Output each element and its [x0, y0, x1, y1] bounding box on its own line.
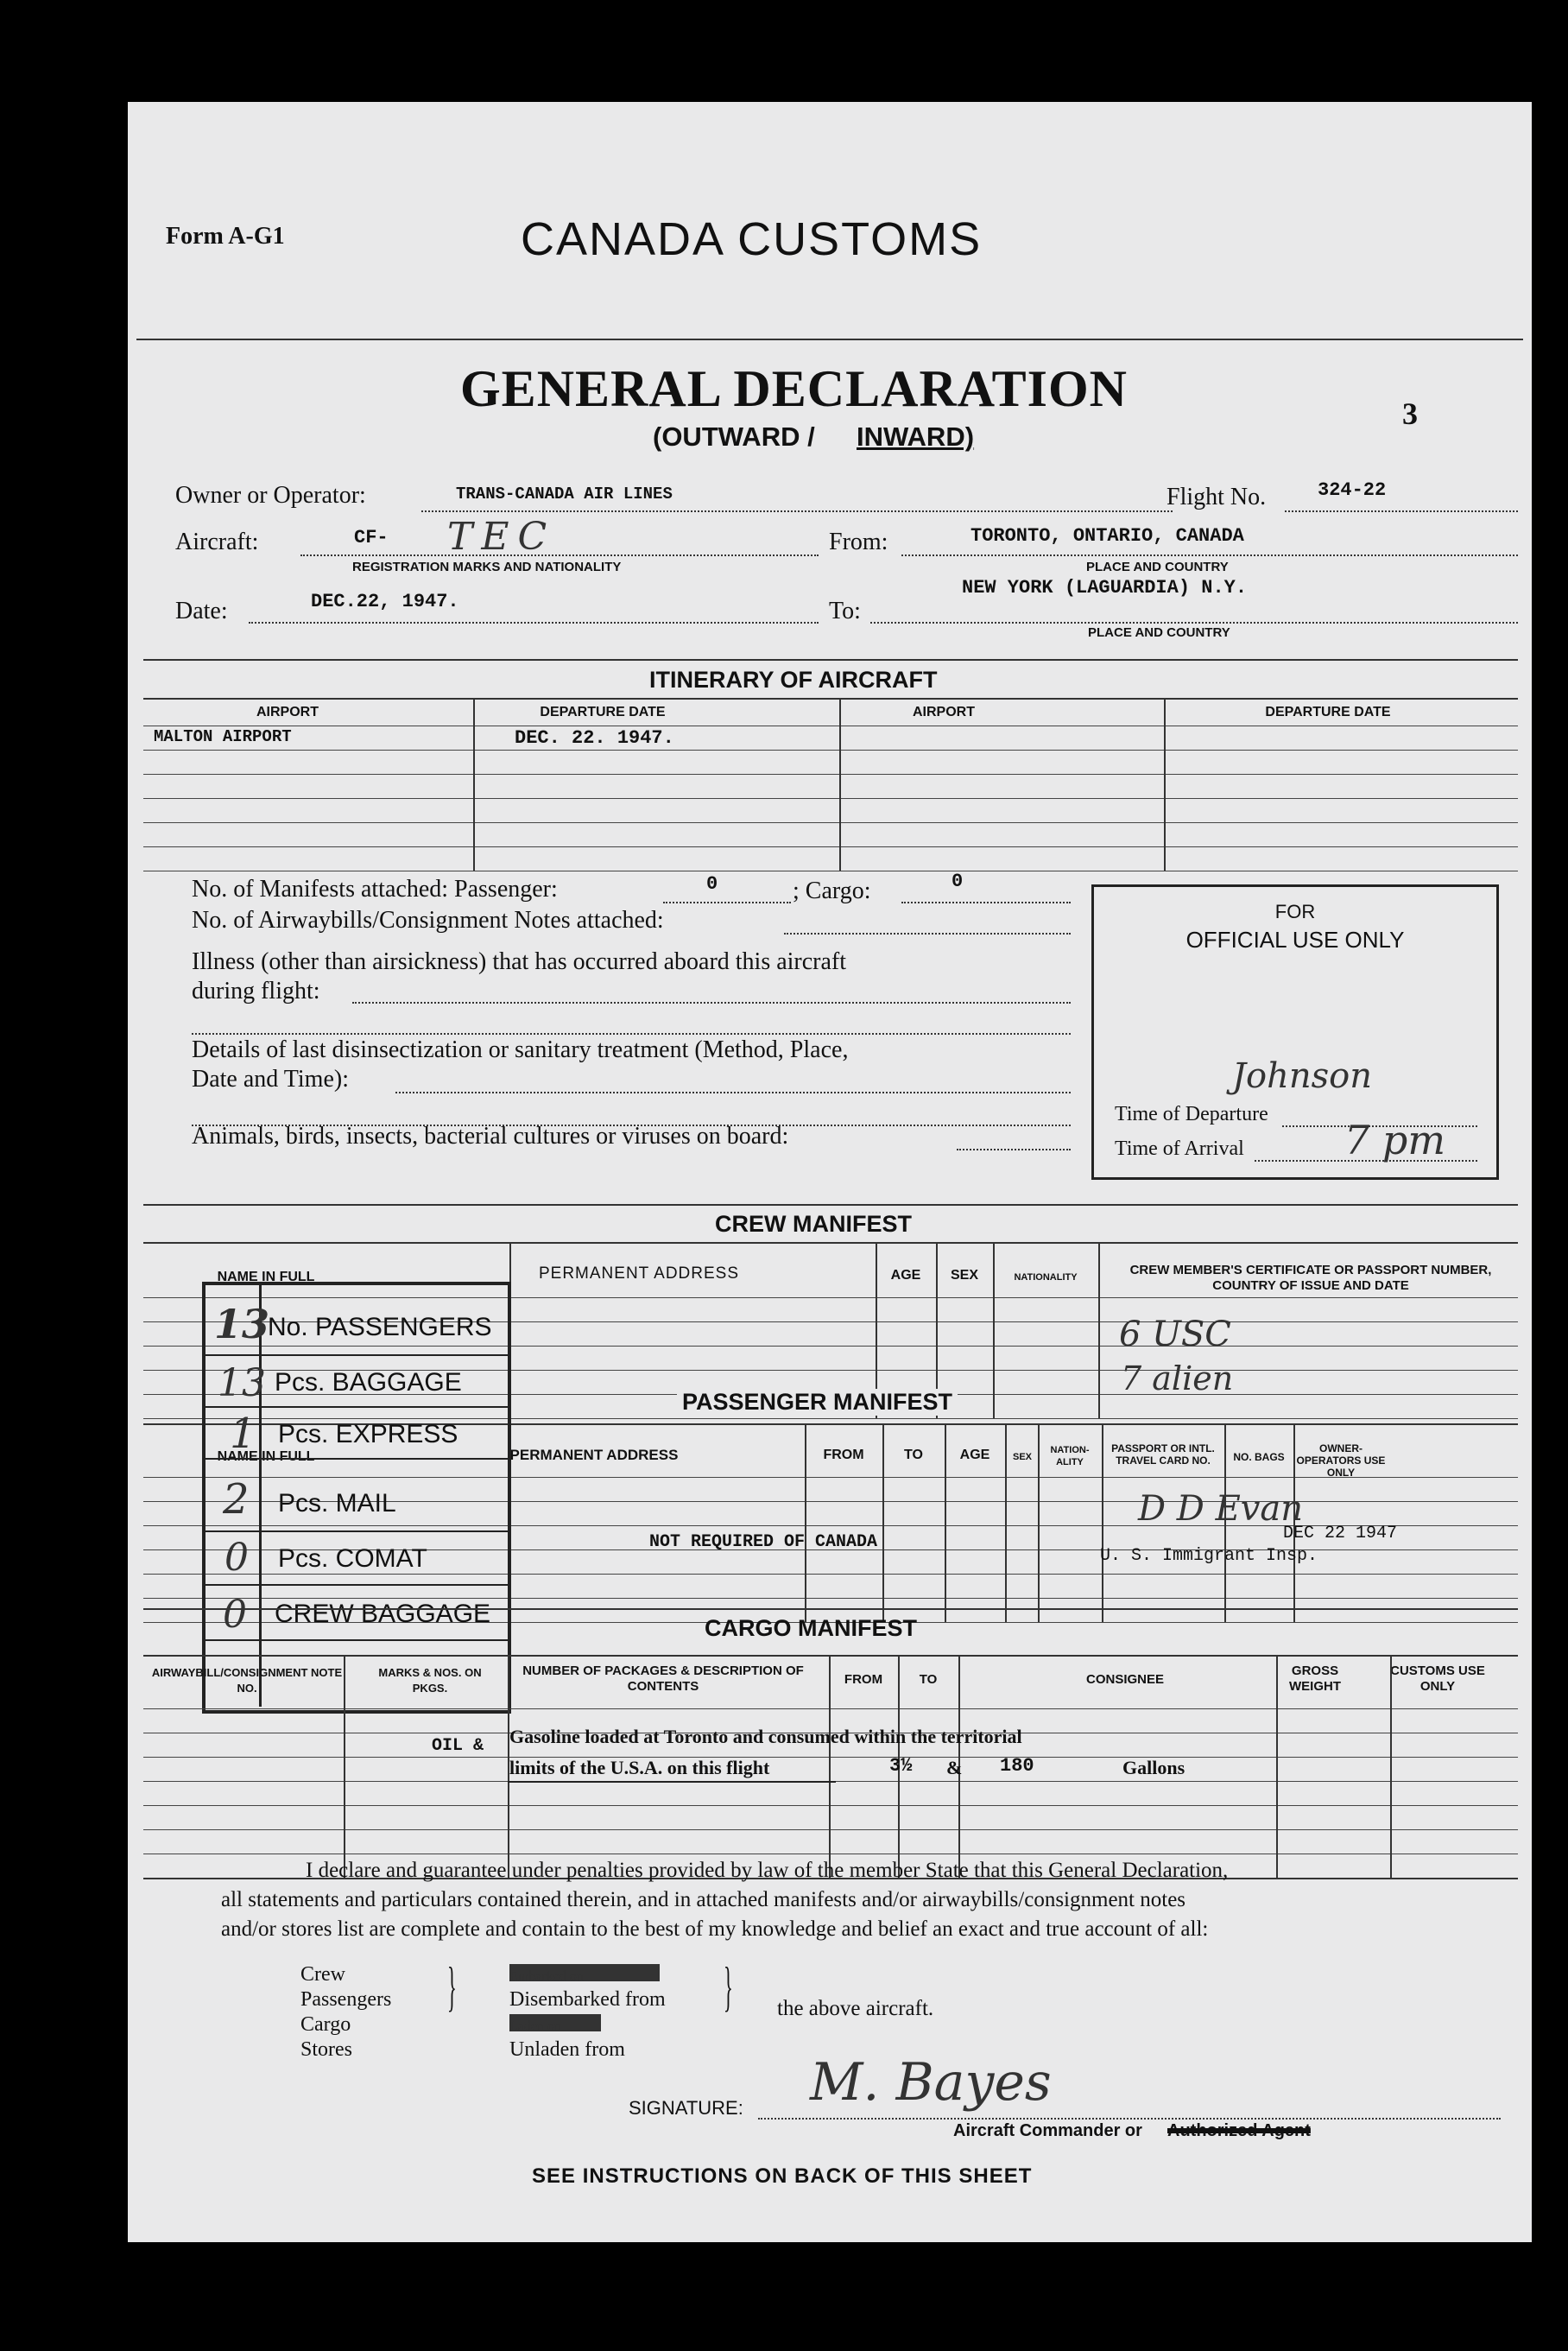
crew-col-name: NAME IN FULL: [217, 1270, 315, 1284]
flight-label: Flight No.: [1167, 484, 1267, 510]
immigration-signature: D D Evan: [1138, 1489, 1303, 1529]
direction-inward: INWARD): [857, 421, 975, 452]
decl-cargo: Cargo: [300, 2013, 351, 2036]
disinsect-label-2: Date and Time):: [192, 1066, 349, 1093]
date-value: DEC.22, 1947.: [311, 591, 459, 612]
decl-text-3: and/or stores list are complete and contain to the best of my knowledge and belief an exact and true account of all:: [221, 1917, 1209, 1941]
cargo-col-marks: MARKS & NOS. ON PKGS.: [378, 1666, 482, 1695]
itinerary-title: ITINERARY OF AIRCRAFT: [649, 667, 938, 693]
pax-col-passport: PASSPORT OR INTL. TRAVEL CARD NO.: [1111, 1442, 1215, 1467]
to-label: To:: [829, 598, 861, 624]
decl-embarked: Embarked on: [509, 1964, 660, 1981]
stamp-count-passengers: 13: [214, 1301, 270, 1347]
itin-col-airport-2: AIRPORT: [913, 705, 975, 719]
itin-col-date-1: DEPARTURE DATE: [540, 705, 666, 719]
cargo-gas-value: 180: [1000, 1755, 1034, 1777]
pax-col-sex: SEX: [1012, 1452, 1032, 1462]
crew-hand-1: 6 USC: [1119, 1315, 1231, 1354]
stamp-count-comat: 0: [224, 1536, 249, 1580]
stamp-count-crew-baggage: 0: [223, 1593, 247, 1637]
aircraft-prefix: CF-: [354, 527, 389, 548]
immigration-stamp-date: DEC 22 1947: [1283, 1524, 1398, 1543]
itin-col-airport-1: AIRPORT: [256, 705, 319, 719]
stamp-label-comat: Pcs. COMAT: [278, 1544, 427, 1573]
cargo-col-airwaybill: AIRWAYBILL/CONSIGNMENT NOTE NO.: [151, 1666, 343, 1695]
cargo-label: ; Cargo:: [793, 878, 871, 904]
place-caption-to: PLACE AND COUNTRY: [1088, 625, 1230, 640]
cargo-col-to: TO: [919, 1672, 938, 1687]
animals-label: Animals, birds, insects, bacterial cultures or viruses on board:: [192, 1123, 789, 1150]
cargo-count: 0: [952, 871, 964, 892]
cargo-line-2: limits of the U.S.A. on this flight: [509, 1757, 770, 1778]
pax-col-age: AGE: [959, 1448, 990, 1462]
stamp-count-express: 1: [230, 1410, 256, 1458]
decl-text-2: all statements and particulars contained therein, and in attached manifests and/or airwaybills/consignment notes: [221, 1888, 1186, 1911]
decl-left-list: [300, 1962, 391, 2063]
arrival-time-label: Time of Arrival: [1115, 1137, 1244, 1160]
immigration-stamp-agency: U. S. Immigrant Insp.: [1100, 1546, 1318, 1566]
pax-not-required: NOT REQUIRED OF CANADA: [649, 1532, 878, 1552]
decl-disembarked: Disembarked from: [509, 1988, 666, 2011]
agency-title: CANADA CUSTOMS: [521, 213, 983, 265]
place-caption-from: PLACE AND COUNTRY: [1086, 560, 1229, 574]
departure-time-label: Time of Departure: [1115, 1103, 1268, 1125]
decl-suffix: the above aircraft.: [777, 1997, 934, 2020]
arrival-time-handwritten: 7 pm: [1344, 1117, 1445, 1163]
pax-col-from: FROM: [823, 1448, 864, 1462]
commander-signature: M. Bayes: [810, 2052, 1052, 2113]
stamp-count-baggage: 13: [218, 1361, 266, 1405]
owner-label: Owner or Operator:: [175, 482, 366, 509]
stamp-label-passengers: No. PASSENGERS: [268, 1313, 492, 1341]
crew-col-sex: SEX: [950, 1268, 978, 1283]
crew-col-certificate: CREW MEMBER'S CERTIFICATE OR PASSPORT NUMBER, COUNTRY OF ISSUE AND DATE: [1129, 1263, 1492, 1293]
crew-col-nationality: NATIONALITY: [1014, 1272, 1078, 1283]
cargo-line-1: Gasoline loaded at Toronto and consumed within the territorial: [509, 1726, 1022, 1747]
passenger-count: 0: [706, 873, 718, 895]
from-value: TORONTO, ONTARIO, CANADA: [971, 525, 1244, 547]
document-title: GENERAL DECLARATION: [460, 360, 1129, 417]
declaration-form: [128, 102, 1532, 2242]
decl-unladen: Unladen from: [509, 2038, 625, 2061]
aircraft-label: Aircraft:: [175, 529, 259, 555]
signature-label: SIGNATURE:: [629, 2097, 743, 2119]
crew-col-age: AGE: [890, 1268, 921, 1283]
stamp-label-express: Pcs. EXPRESS: [278, 1420, 458, 1448]
pax-col-name: NAME IN FULL: [217, 1449, 315, 1464]
pax-col-owner: OWNER-OPERATORS USE ONLY: [1296, 1442, 1386, 1479]
official-title-1: FOR: [1274, 901, 1316, 922]
brace-right: }: [723, 1955, 733, 2017]
illness-label-2: during flight:: [192, 978, 320, 1004]
illness-label-1: Illness (other than airsickness) that has occurred aboard this aircraft: [192, 948, 847, 975]
cargo-title: CARGO MANIFEST: [705, 1615, 917, 1641]
crew-hand-2: 7 alien: [1121, 1359, 1234, 1397]
official-signature: Johnson: [1232, 1056, 1373, 1096]
manifests-label: No. of Manifests attached: Passenger:: [192, 876, 558, 903]
pax-col-bags: NO. BAGS: [1233, 1451, 1285, 1463]
cargo-col-from: FROM: [844, 1672, 883, 1687]
page-number: 3: [1402, 396, 1418, 431]
official-title-2: OFFICIAL USE ONLY: [1185, 927, 1405, 953]
cargo-col-description: NUMBER OF PACKAGES & DESCRIPTION OF CONTENTS: [522, 1663, 804, 1694]
cargo-col-customs: CUSTOMS USE ONLY: [1390, 1663, 1485, 1694]
owner-value: TRANS-CANADA AIR LINES: [456, 485, 673, 504]
cargo-col-consignee: CONSIGNEE: [1085, 1672, 1164, 1687]
baggage-stamp: [202, 1282, 511, 1714]
decl-stores: Stores: [300, 2038, 352, 2061]
registration-caption: REGISTRATION MARKS AND NATIONALITY: [352, 560, 622, 574]
itin-date-1: DEC. 22. 1947.: [515, 727, 674, 749]
cargo-gallons: Gallons: [1122, 1757, 1185, 1778]
date-label: Date:: [175, 598, 228, 624]
aircraft-value: TEC: [447, 515, 556, 559]
flight-value: 324-22: [1318, 479, 1387, 501]
decl-passengers: Passengers: [300, 1988, 392, 2011]
stamp-count-mail: 2: [223, 1475, 250, 1524]
passenger-title: PASSENGER MANIFEST: [677, 1389, 958, 1416]
stamp-label-crew-baggage: CREW BAGGAGE: [275, 1600, 491, 1628]
itin-col-date-2: DEPARTURE DATE: [1265, 705, 1391, 719]
cargo-oil-value: 3½: [889, 1755, 913, 1777]
disinsect-label-1: Details of last disinsectization or sanitary treatment (Method, Place,: [192, 1036, 849, 1063]
pax-col-nationality: NATION-ALITY: [1050, 1445, 1090, 1467]
from-label: From:: [829, 529, 888, 555]
decl-text-1: I declare and guarantee under penalties provided by law of the member State that this General Declaration,: [306, 1859, 1229, 1882]
pax-col-address: PERMANENT ADDRESS: [509, 1447, 679, 1463]
commander-label: Aircraft Commander or: [953, 2121, 1142, 2140]
form-number: Form A-G1: [166, 223, 285, 250]
brace-left: }: [446, 1955, 457, 2017]
itin-airport-1: MALTON AIRPORT: [154, 727, 292, 746]
to-value: NEW YORK (LAGUARDIA) N.Y.: [962, 577, 1248, 599]
cargo-amp: &: [946, 1757, 963, 1778]
decl-crew: Crew: [300, 1963, 345, 1986]
decl-mid-list: [509, 1962, 666, 2063]
pax-col-to: TO: [904, 1448, 923, 1462]
decl-laden: Laden on: [509, 2014, 601, 2031]
crew-col-address: PERMANENT ADDRESS: [538, 1264, 740, 1283]
official-use-box: [1091, 884, 1499, 1180]
authorized-agent: Authorized Agent: [1167, 2121, 1311, 2140]
stamp-label-baggage: Pcs. BAGGAGE: [275, 1368, 462, 1397]
stamp-label-mail: Pcs. MAIL: [278, 1489, 396, 1518]
footer-instructions: SEE INSTRUCTIONS ON BACK OF THIS SHEET: [532, 2164, 1033, 2188]
crew-title: CREW MANIFEST: [715, 1211, 912, 1237]
direction-outward: (OUTWARD /: [653, 421, 815, 452]
airwaybills-label: No. of Airwaybills/Consignment Notes attached:: [192, 907, 664, 934]
cargo-oil-prefix: OIL &: [432, 1736, 484, 1756]
cargo-col-weight: GROSS WEIGHT: [1289, 1663, 1341, 1694]
